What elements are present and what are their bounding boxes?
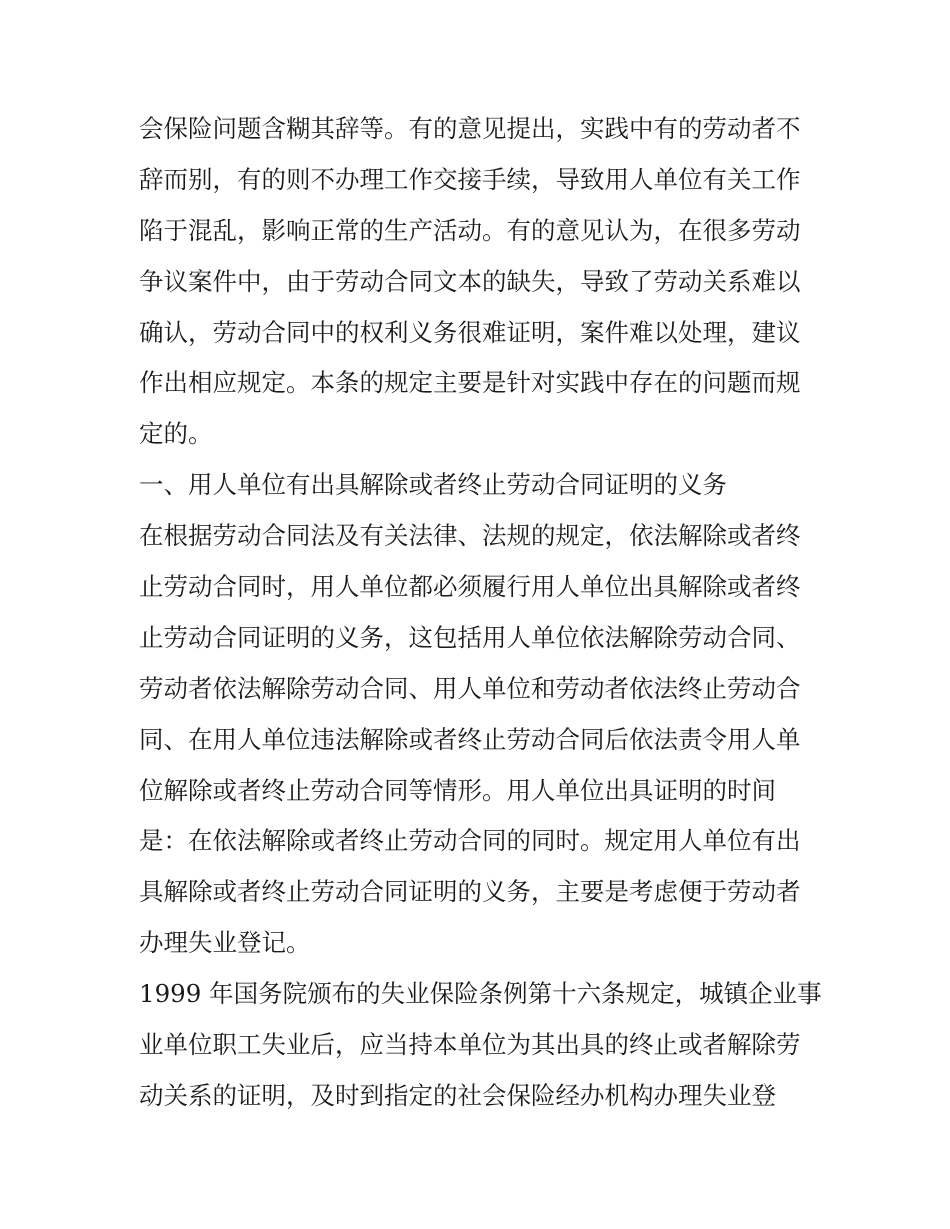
text-line: 止劳动合同证明的义务，这包括用人单位依法解除劳动合同、 — [139, 622, 801, 652]
text-line: 陷于混乱，影响正常的生产活动。有的意见认为，在很多劳动 — [139, 215, 801, 245]
text-line: 作出相应规定。本条的规定主要是针对实践中存在的问题而规 — [139, 368, 801, 398]
text-line: 业单位职工失业后，应当持本单位为其出具的终止或者解除劳 — [139, 1030, 801, 1060]
text-line: 动关系的证明，及时到指定的社会保险经办机构办理失业登 — [139, 1080, 776, 1110]
text-line: 确认，劳动合同中的权利义务很难证明，案件难以处理，建议 — [139, 317, 801, 347]
body-text — [139, 104, 822, 1122]
text-line: 同、在用人单位违法解除或者终止劳动合同后依法责令用人单 — [139, 724, 801, 754]
text-line: 争议案件中，由于劳动合同文本的缺失，导致了劳动关系难以 — [139, 266, 801, 296]
text-line: 定的。 — [139, 419, 213, 449]
text-line: 位解除或者终止劳动合同等情形。用人单位出具证明的时间 — [139, 775, 776, 805]
text-line: 办理失业登记。 — [139, 928, 311, 958]
text-line: 是：在依法解除或者终止劳动合同的同时。规定用人单位有出 — [139, 826, 801, 856]
section-heading: 一、用人单位有出具解除或者终止劳动合同证明的义务 — [139, 470, 727, 500]
text-line: 1999 年国务院颁布的失业保险条例第十六条规定，城镇企业事 — [139, 979, 822, 1009]
text-line: 劳动者依法解除劳动合同、用人单位和劳动者依法终止劳动合 — [139, 673, 801, 703]
text-line: 具解除或者终止劳动合同证明的义务，主要是考虑便于劳动者 — [139, 877, 801, 907]
text-line: 辞而别，有的则不办理工作交接手续，导致用人单位有关工作 — [139, 164, 801, 194]
text-line: 会保险问题含糊其辞等。有的意见提出，实践中有的劳动者不 — [139, 114, 801, 143]
text-line: 在根据劳动合同法及有关法律、法规的规定，依法解除或者终 — [139, 521, 801, 551]
text-line: 止劳动合同时，用人单位都必须履行用人单位出具解除或者终 — [139, 572, 801, 602]
